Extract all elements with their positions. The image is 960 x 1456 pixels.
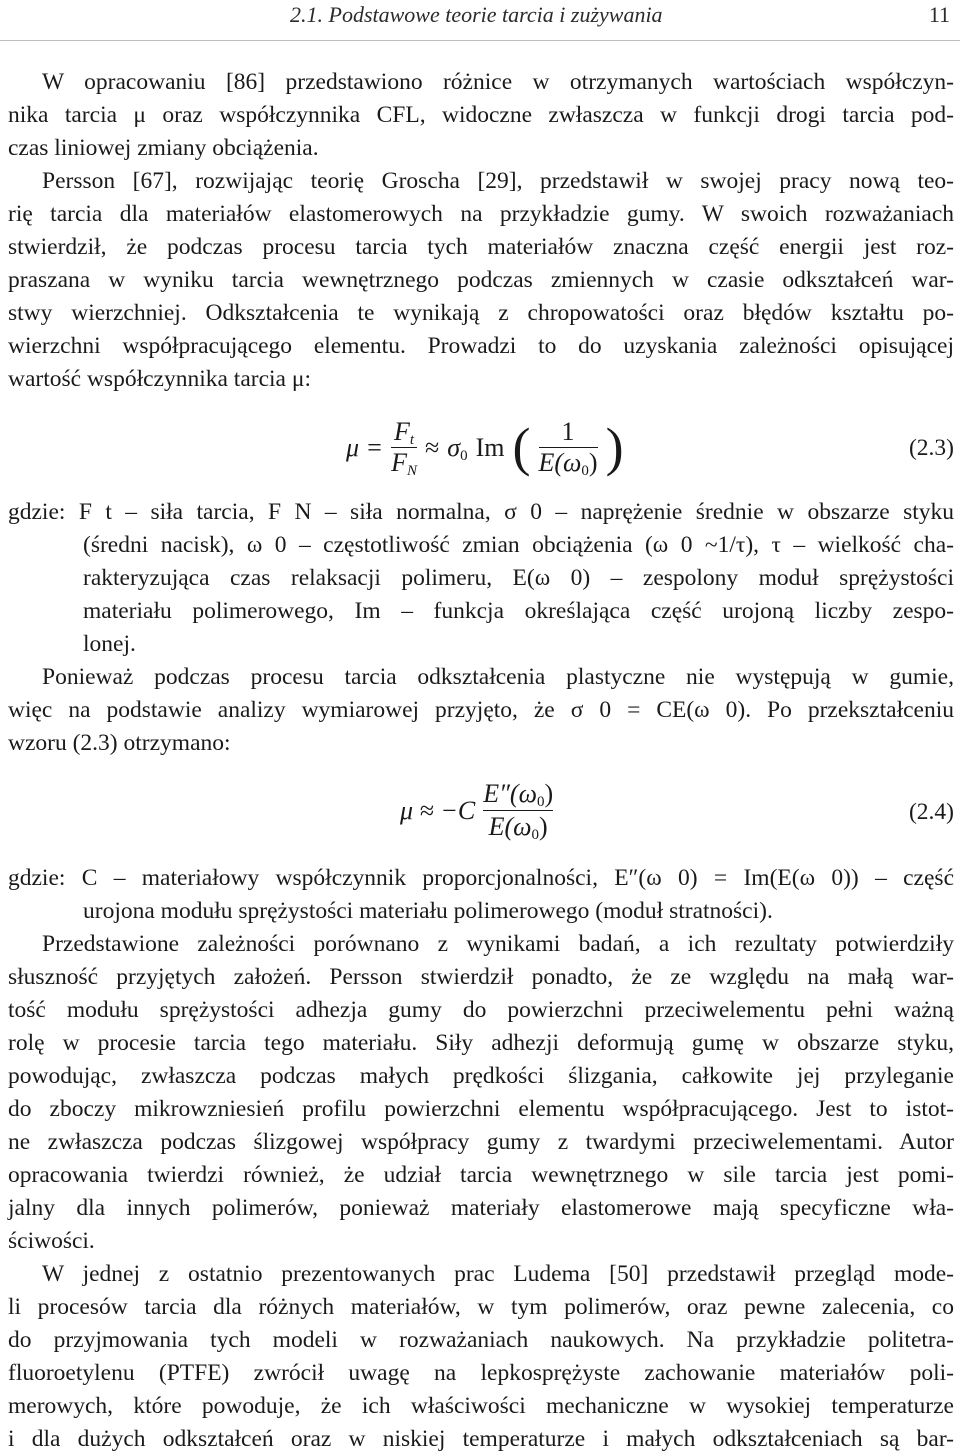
text-line: fluoroetylenu (PTFE) zwrócił uwagę na lepkosprężyste zachowanie materiałów poli- [8, 1360, 954, 1386]
approx-symbol: ≈ [425, 432, 440, 462]
text-line: wierzchni współpracującego elementu. Prowadzi to do uzyskania zależności opisującej [8, 333, 954, 359]
text-line: stwy wierzchniej. Odkształcenia te wynikają z chropowatości oraz błędów kształtu po- [8, 300, 954, 326]
paragraph-4 [8, 928, 954, 1258]
paragraph-5 [8, 1258, 954, 1456]
text-line: materiału polimerowego, Im – funkcja określająca część urojoną liczby zespo- [83, 598, 954, 624]
text-line: gdzie: C – materiałowy współczynnik proporcjonalności, E″(ω 0) = Im(E(ω 0)) – część [8, 865, 954, 891]
text-line: stwierdził, że podczas procesu tarcia tych materiałów znaczna część energii jest roz- [8, 234, 954, 260]
definitions-2-4 [8, 862, 954, 928]
text-line: jalny dla innych polimerów, ponieważ materiały elastomerowe mają specyficzne wła- [8, 1195, 954, 1221]
text-line: lonej. [83, 631, 136, 657]
text-line: i dla dużych odkształceń oraz w niskiej temperaturze i małych odkształceniach są bar- [8, 1426, 954, 1452]
sigma-symbol: σ [447, 432, 461, 462]
text-line: czas liniowej zmiany obciążenia. [8, 135, 319, 161]
fraction-ft-fn: $\frac{F_t}{F_N}$ [391, 416, 418, 479]
running-header [0, 0, 960, 30]
text-line: rię tarcia dla materiałów elastomerowych na przykładzie gumy. W swoich rozważaniach [8, 201, 954, 227]
left-paren: ( [512, 417, 531, 477]
text-line: gdzie: F t – siła tarcia, F N – siła normalna, σ 0 – naprężenie średnie w obszarze styku [8, 499, 954, 525]
equation-2-3: μ = $\frac{F_t}{F_N}$ ≈ $\sigma_0$ Im ( $\frac{1}{E(\omega_0)}$ ) (2.3) [8, 404, 954, 494]
text-line: Przedstawione zależności porównano z wynikami badań, a ich rezultaty potwierdziły [42, 931, 954, 957]
section-title: 2.1. Podstawowe teorie tarcia i zużywania [290, 2, 663, 27]
eq-lhs: μ = [346, 432, 384, 462]
text-line: do przyjmowania tych modeli w rozważaniach naukowych. Na przykładzie politetra- [8, 1327, 954, 1353]
text-line: praszana w wyniku tarcia wewnętrznego podczas zmiennych w czasie odkształceń war- [8, 267, 954, 293]
fraction-e2-over-e: $\frac{E''(\omega_0)}{E(\omega_0)}$ [483, 779, 554, 843]
text-line: opracowania twierdzi również, że udział tarcia wewnętrznego w sile tarcia jest pomi- [8, 1162, 954, 1188]
text-line: Ponieważ podczas procesu tarcia odkształcenia plastyczne nie występują w gumie, [42, 664, 954, 690]
equation-number: (2.3) [908, 435, 954, 461]
header-rule [0, 40, 960, 41]
im-operator: Im [475, 432, 505, 462]
text-line: do zboczy mikrowzniesień profilu powierzchni elementu współpracującego. Jest to istot- [8, 1096, 954, 1122]
text-line: tość modułu sprężystości adhezja gumy do powierzchni przeciwelementu pełni ważną [8, 997, 954, 1023]
equation-2-4 [8, 774, 954, 860]
text-line: powodując, zwłaszcza podczas małych prędkości ślizgania, całkowite jej przyleganie [8, 1063, 954, 1089]
text-line: rakteryzująca czas relaksacji polimeru, E(ω 0) – zespolony moduł sprężystości [83, 565, 954, 591]
text-line: ściwości. [8, 1228, 95, 1254]
definitions-2-3 [8, 496, 954, 661]
text-line: urojona modułu sprężystości materiału polimerowego (moduł stratności). [83, 898, 773, 924]
text-line: merowych, które powoduje, że ich właściwości mechaniczne w wysokiej temperaturze [8, 1393, 954, 1419]
paragraph-1 [8, 66, 954, 165]
paragraph-3 [8, 661, 954, 760]
text-line: słuszność przyjętych założeń. Persson stwierdził ponadto, że ze względu na małą war- [8, 964, 954, 990]
page-number: 11 [928, 2, 950, 27]
text-line: wzoru (2.3) otrzymano: [8, 730, 231, 756]
text-line: Persson [67], rozwijając teorię Groscha [29], przedstawił w swojej pracy nową teo- [42, 168, 954, 194]
text-line: W opracowaniu [86] przedstawiono różnice w otrzymanych wartościach współczyn- [42, 69, 954, 95]
text-line: ne zwłaszcza podczas ślizgowej współpracy gumy z twardymi przeciwelementami. Autor [8, 1129, 954, 1155]
equation-number: (2.4) [908, 799, 954, 825]
right-paren: ) [605, 417, 624, 477]
text-line: wartość współczynnika tarcia μ: [8, 366, 311, 392]
body-text [8, 66, 954, 1456]
text-line: li procesów tarcia dla różnych materiałów, w tym polimerów, oraz pewne zalecenia, co [8, 1294, 954, 1320]
eq-lhs: μ ≈ −C [400, 796, 476, 825]
text-line: W jednej z ostatnio prezentowanych prac Ludema [50] przedstawił przegląd mode- [42, 1261, 954, 1287]
paragraph-2 [8, 165, 954, 396]
text-line: rolę w procesie tarcia tego materiału. Siły adhezji deformują gumę w obszarze styku, [8, 1030, 954, 1056]
text-line: nika tarcia μ oraz współczynnika CFL, widoczne zwłaszcza w funkcji drogi tarcia pod- [8, 102, 954, 128]
fraction-one-over-e: $\frac{1}{E(\omega_0)}$ [538, 416, 598, 479]
text-line: (średni nacisk), ω 0 – częstotliwość zmian obciążenia (ω 0 ~1/τ), τ – wielkość cha- [83, 532, 954, 558]
text-line: więc na podstawie analizy wymiarowej przyjęto, że σ 0 = CE(ω 0). Po przekształceniu [8, 697, 954, 723]
